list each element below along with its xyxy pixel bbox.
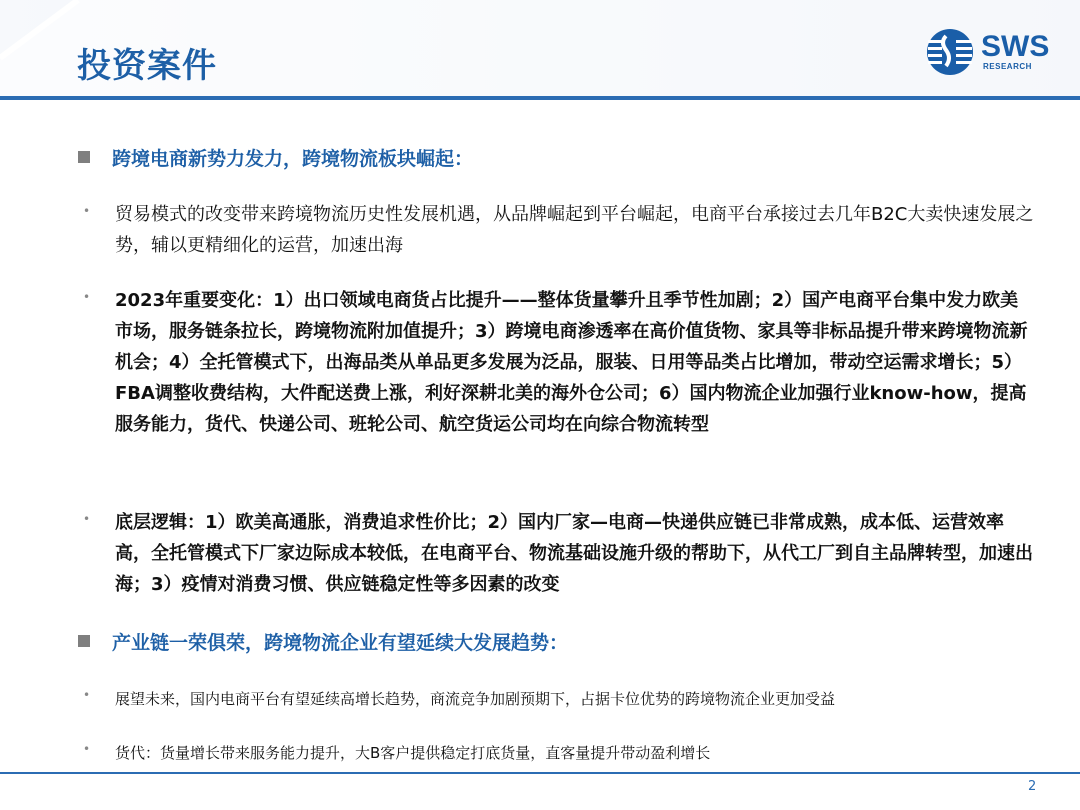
list-item-text: 货代：货量增长带来服务能力提升，大B客户提供稳定打底货量，直客量提升带动盈利增长	[115, 744, 711, 762]
page-number: 2	[1028, 779, 1037, 794]
bullet-dot-icon: •	[83, 204, 91, 218]
bullet-dot-icon: •	[83, 290, 91, 304]
bullet-dot-icon: •	[83, 688, 91, 702]
section-heading-text: 跨境电商新势力发力，跨境物流板块崛起：	[112, 148, 474, 170]
bullet-dot-icon: •	[83, 512, 91, 526]
list-item-text: 贸易模式的改变带来跨境物流历史性发展机遇，从品牌崛起到平台崛起，电商平台承接过去几年B2C大卖快速发展之势，辅以更精细化的运营，加速出海	[115, 204, 1034, 256]
square-bullet-icon	[78, 635, 90, 647]
list-item-text: 底层逻辑：1）欧美高通胀，消费追求性价比；2）国内厂家—电商—快递供应链已非常成熟，成本低、运营效率高，全托管模式下厂家边际成本较低，在电商平台、物流基础设施升级的帮助下，从代工厂到自主品牌转型，加速出海；3）疫情对消费习惯、供应链稳定性等多因素的改变	[115, 512, 1033, 595]
section-heading-1	[78, 144, 473, 171]
bullet-dot-icon: •	[83, 742, 91, 756]
logo-brand: SWS	[981, 30, 1050, 63]
logo-sub: RESEARCH	[983, 62, 1032, 71]
section-heading-text: 产业链一荣俱荣，跨境物流企业有望延续大发展趋势：	[112, 632, 569, 654]
square-bullet-icon	[78, 151, 90, 163]
footer-rule	[0, 772, 1080, 774]
section-heading-2	[78, 628, 568, 655]
list-item-text: 展望未来，国内电商平台有望延续高增长趋势，商流竞争加剧预期下，占据卡位优势的跨境物流企业更加受益	[115, 690, 836, 708]
list-item-text: 2023年重要变化：1）出口领域电商货占比提升——整体货量攀升且季节性加剧；2）国产电商平台集中发力欧美市场，服务链条拉长，跨境物流附加值提升；3）跨境电商渗透率在高价值货物、家具等非标品提升带来跨境物流新机会；4）全托管模式下，出海品类从单品更多发展为泛品，服装、日用等品类占比增加，带动空运需求增长；5）FBA调整收费结构，大件配送费上涨，利好深耕北美的海外仓公司；6）国内物流企业加强行业know-how，提高服务能力，货代、快递公司、班轮公司、航空货运公司均在向综合物流转型	[115, 290, 1028, 435]
page-title: 投资案件	[77, 46, 217, 86]
